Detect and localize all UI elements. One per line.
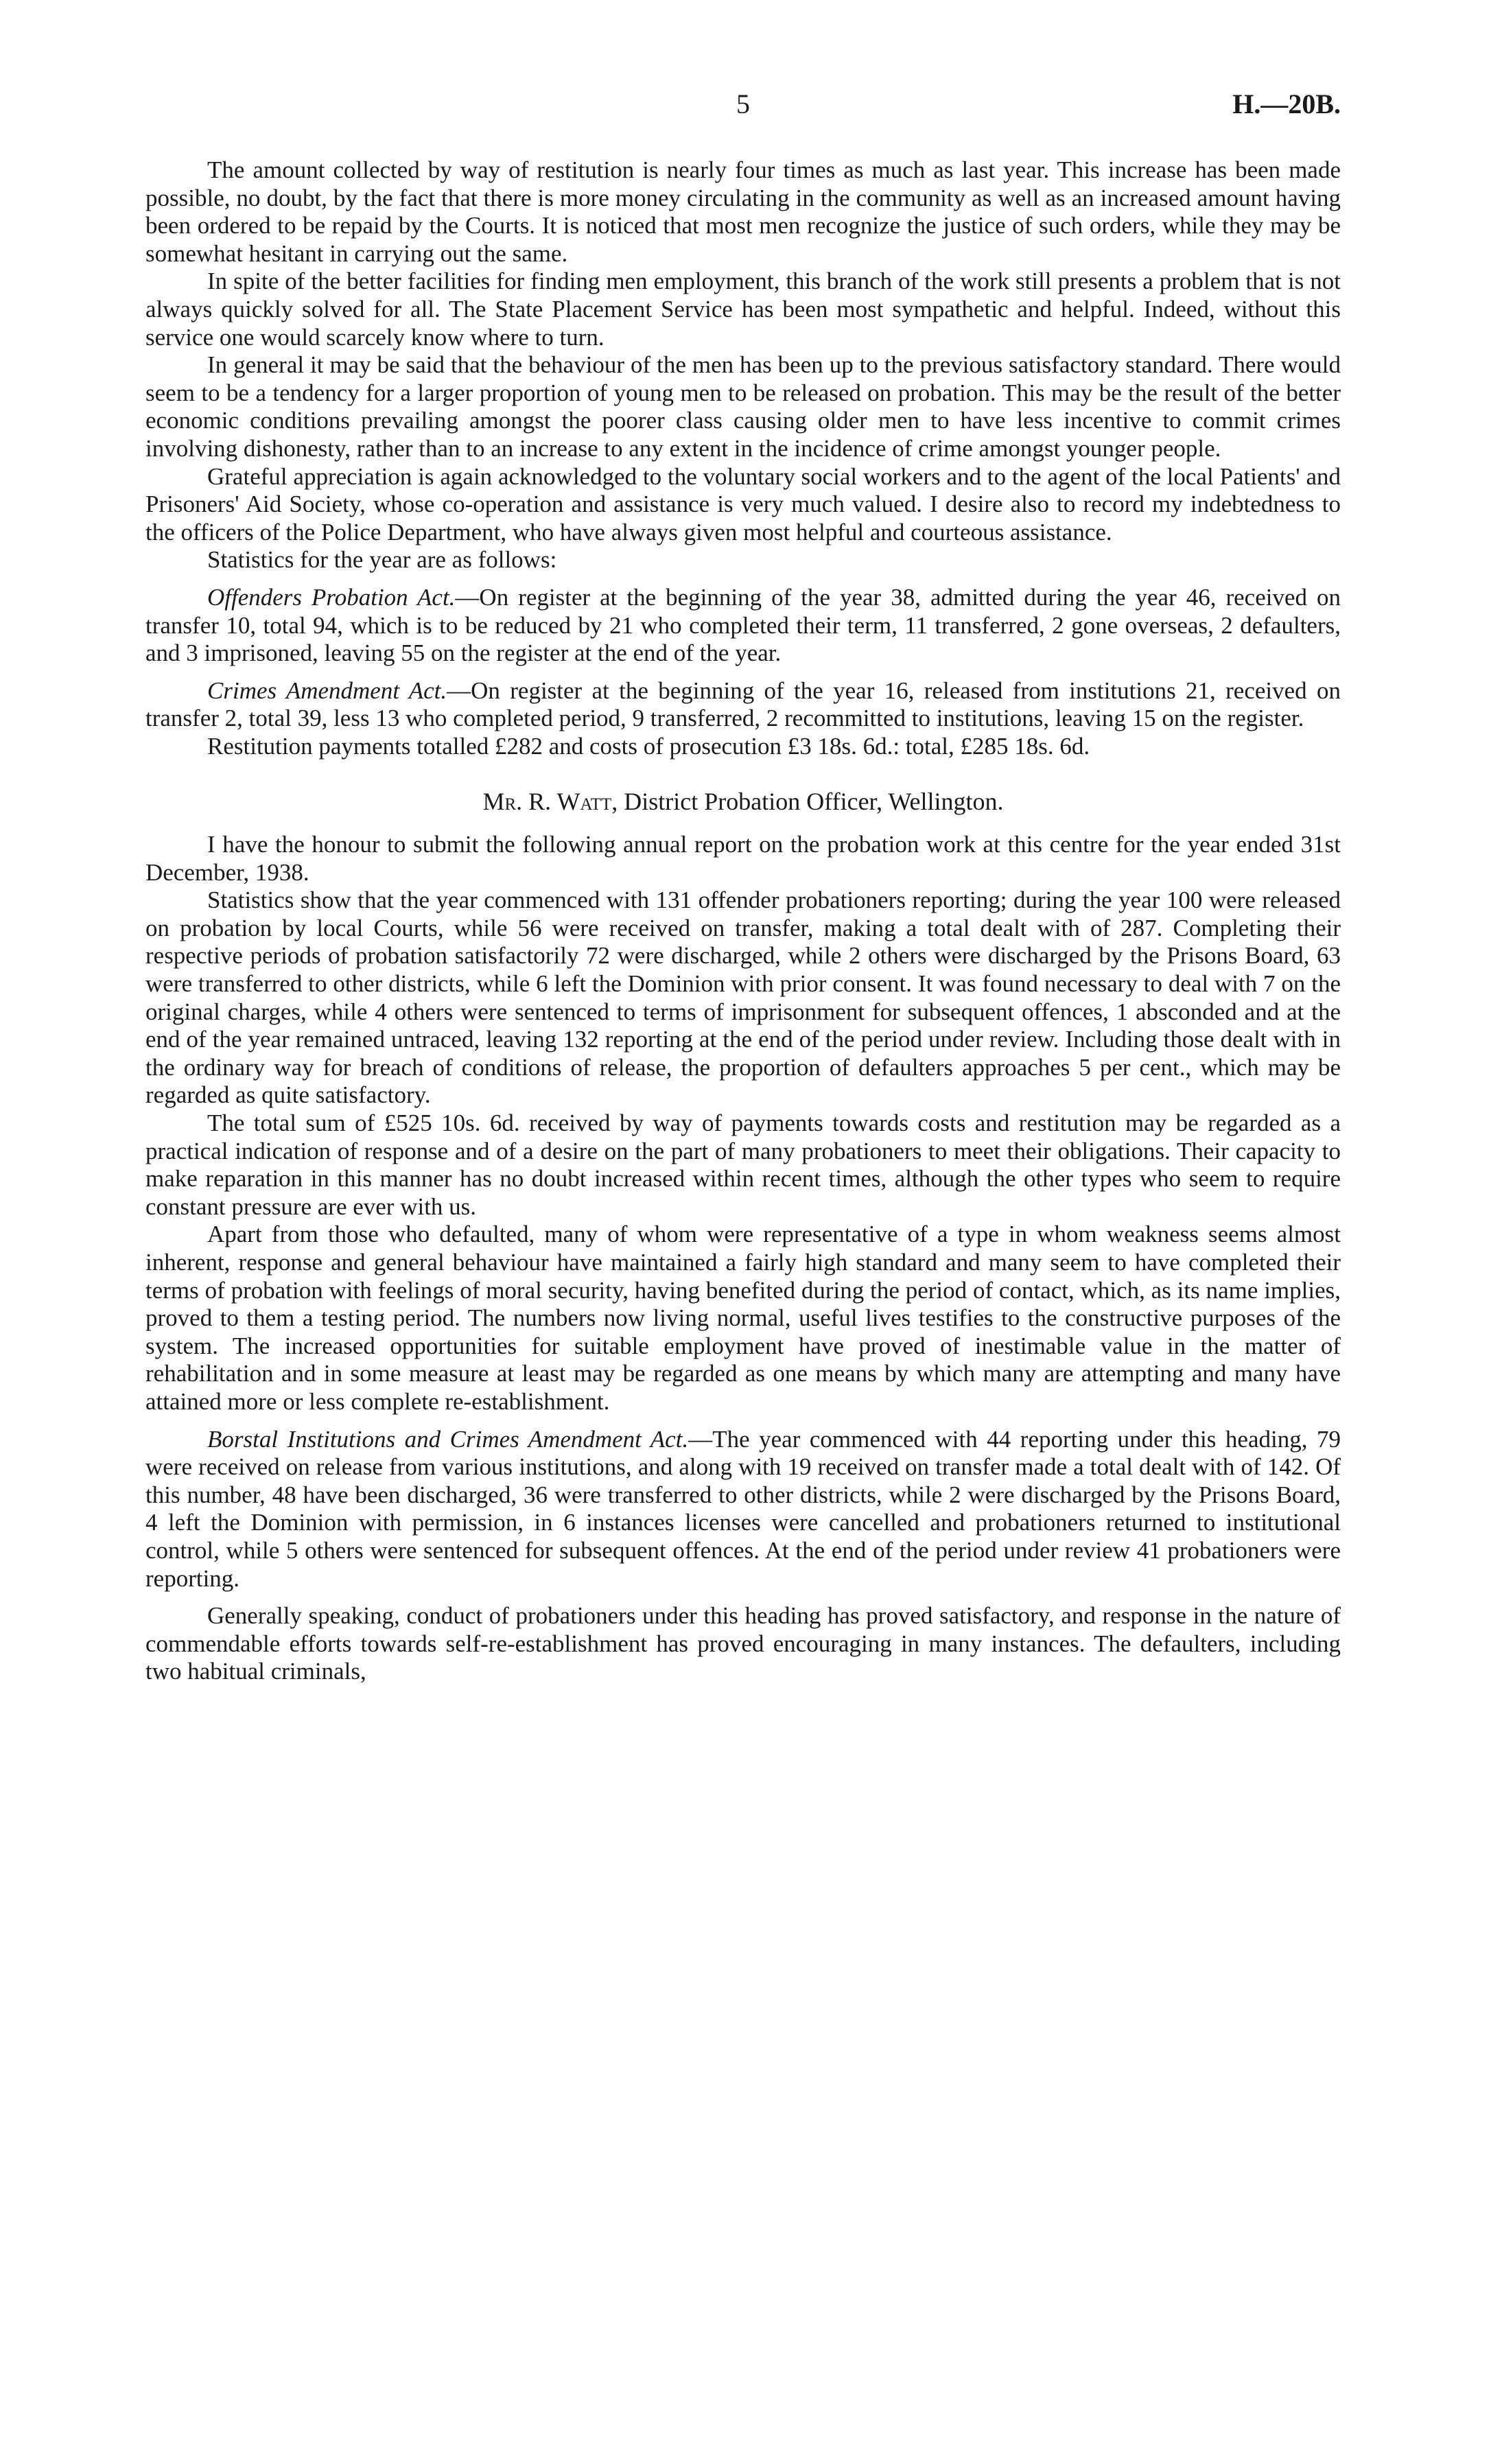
page-number: 5	[736, 89, 750, 119]
section-heading-wellington	[145, 788, 1341, 816]
paragraph-appreciation: Grateful appreciation is again acknowledged to the voluntary social workers and to the agent of the local Patients' and Prisoners' Aid Society, whose co-operation and assistance is very much valued. I desire also to record my indebtedness to the officers of the Police Department, who have always given most helpful and courteous assistance.	[145, 462, 1341, 545]
paragraph-wellington-intro: I have the honour to submit the following annual report on the probation work at this centre for the year ended 31st December, 1938.	[145, 831, 1341, 886]
paragraph-statistics-intro: Statistics for the year are as follows:	[207, 546, 557, 574]
paragraph-wellington-statistics: Statistics show that the year commenced with 131 offender probationers reporting; during the year 100 were released on probation by local Courts, while 56 were received on transfer, making a total dealt with of 287. Completing their respective periods of probation satisfactorily 72 were discharged, while 2 others were discharged by the Prisons Board, 63 were transferred to other districts, while 6 left the Dominion with prior consent. It was found necessary to deal with 7 on the original charges, while 4 others were sentenced to terms of imprisonment for subsequent offences, 1 absconded and at the end of the year remained untraced, leaving 132 reporting at the end of the period under review. Including those dealt with in the ordinary way for breach of conditions of release, the proportion of defaulters approaches 5 per cent., which may be regarded as quite satisfactory.	[145, 887, 1341, 1109]
borstal-heading: Borstal Institutions and Crimes Amendment Act.	[207, 1425, 689, 1453]
paragraph-behaviour: In general it may be said that the behaviour of the men has been up to the previous satisfactory standard. There would seem to be a tendency for a larger proportion of young men to be released on probation. This may be the result of the better economic conditions prevailing amongst the poorer class causing older men to have less incentive to commit crimes involving dishonesty, rather than to an increase to any extent in the incidence of crime amongst younger people.	[145, 351, 1341, 462]
crimes-act-text: —On register at the beginning of the year 16, released from institutions 21, received on transfer 2, total 39, less 13 who completed period, 9 transferred, 2 recommitted to institutions, leaving 15 on the register.	[145, 677, 1341, 732]
paragraph-wellington-payments: The total sum of £525 10s. 6d. received by way of payments towards costs and restitution may be regarded as a practical indication of response and of a desire on the part of many probationers to meet their obligations. Their capacity to make reparation in this manner has no doubt increased within recent times, although the other types who seem to require constant pressure are ever with us.	[145, 1110, 1341, 1220]
paragraph-restitution-amount: The amount collected by way of restitution is nearly four times as much as last year. This increase has been made possible, no doubt, by the fact that there is more money circulating in the community as well as an increased amount having been ordered to be repaid by the Courts. It is noticed that most men recognize the justice of such orders, while they may be somewhat hesitant in carrying out the same.	[145, 156, 1341, 267]
document-code: H.—20B.	[1232, 89, 1341, 119]
crimes-act-heading: Crimes Amendment Act.	[207, 677, 447, 704]
report-body	[145, 156, 1341, 1686]
borstal-text: —The year commenced with 44 reporting under this heading, 79 were received on release from various institutions, and along with 19 received on transfer made a total dealt with of 142. Of this number, 48 have been discharged, 36 were transferred to other districts, while 2 were discharged by the Prisons Board, 4 left the Dominion with permission, in 6 instances licenses were cancelled and probationers returned to institutional control, while 5 others were sentenced for subsequent offences. At the end of the period under review 41 probationers were reporting.	[145, 1425, 1341, 1592]
paragraph-wellington-response: Apart from those who defaulted, many of whom were representative of a type in whom weakness seems almost inherent, response and general behaviour have maintained a fairly high standard and many seem to have completed their terms of probation with feelings of moral security, having benefited during the period of contact, which, as its name implies, proved to them a testing period. The numbers now living normal, useful lives testifies to the constructive purposes of the system. The increased opportunities for suitable employment have proved of inestimable value in the matter of rehabilitation and in some measure at least may be regarded as one means by which many are attempting and many have attained more or less complete re-establishment.	[145, 1221, 1341, 1415]
paragraph-crimes-amendment-act	[145, 677, 1341, 733]
offenders-act-text: —On register at the beginning of the year 38, admitted during the year 46, received on transfer 10, total 94, which is to be reduced by 21 who completed their term, 11 transferred, 2 gone overseas, 2 defaulters, and 3 imprisoned, leaving 55 on the register at the end of the year.	[145, 583, 1341, 667]
officer-name: Mr. R. Watt	[482, 788, 612, 816]
paragraph-conduct: Generally speaking, conduct of probationers under this heading has proved satisfactory, and response in the nature of commendable efforts towards self-re-establishment has proved encouraging in many instances. The defaulters, including two habitual criminals,	[145, 1602, 1341, 1685]
paragraph-borstal-institutions	[145, 1426, 1341, 1593]
officer-title: , District Probation Officer, Wellington.	[611, 788, 1004, 816]
page-header	[145, 88, 1341, 129]
paragraph-restitution-payments: Restitution payments totalled £282 and costs of prosecution £3 18s. 6d.: total, £285 18s. 6d.	[207, 732, 1090, 760]
offenders-act-heading: Offenders Probation Act.	[207, 583, 456, 611]
paragraph-offenders-probation-act	[145, 584, 1341, 668]
paragraph-employment: In spite of the better facilities for finding men employment, this branch of the work still presents a problem that is not always quickly solved for all. The State Placement Service has been most sympathetic and helpful. Indeed, without this service one would scarcely know where to turn.	[145, 268, 1341, 351]
